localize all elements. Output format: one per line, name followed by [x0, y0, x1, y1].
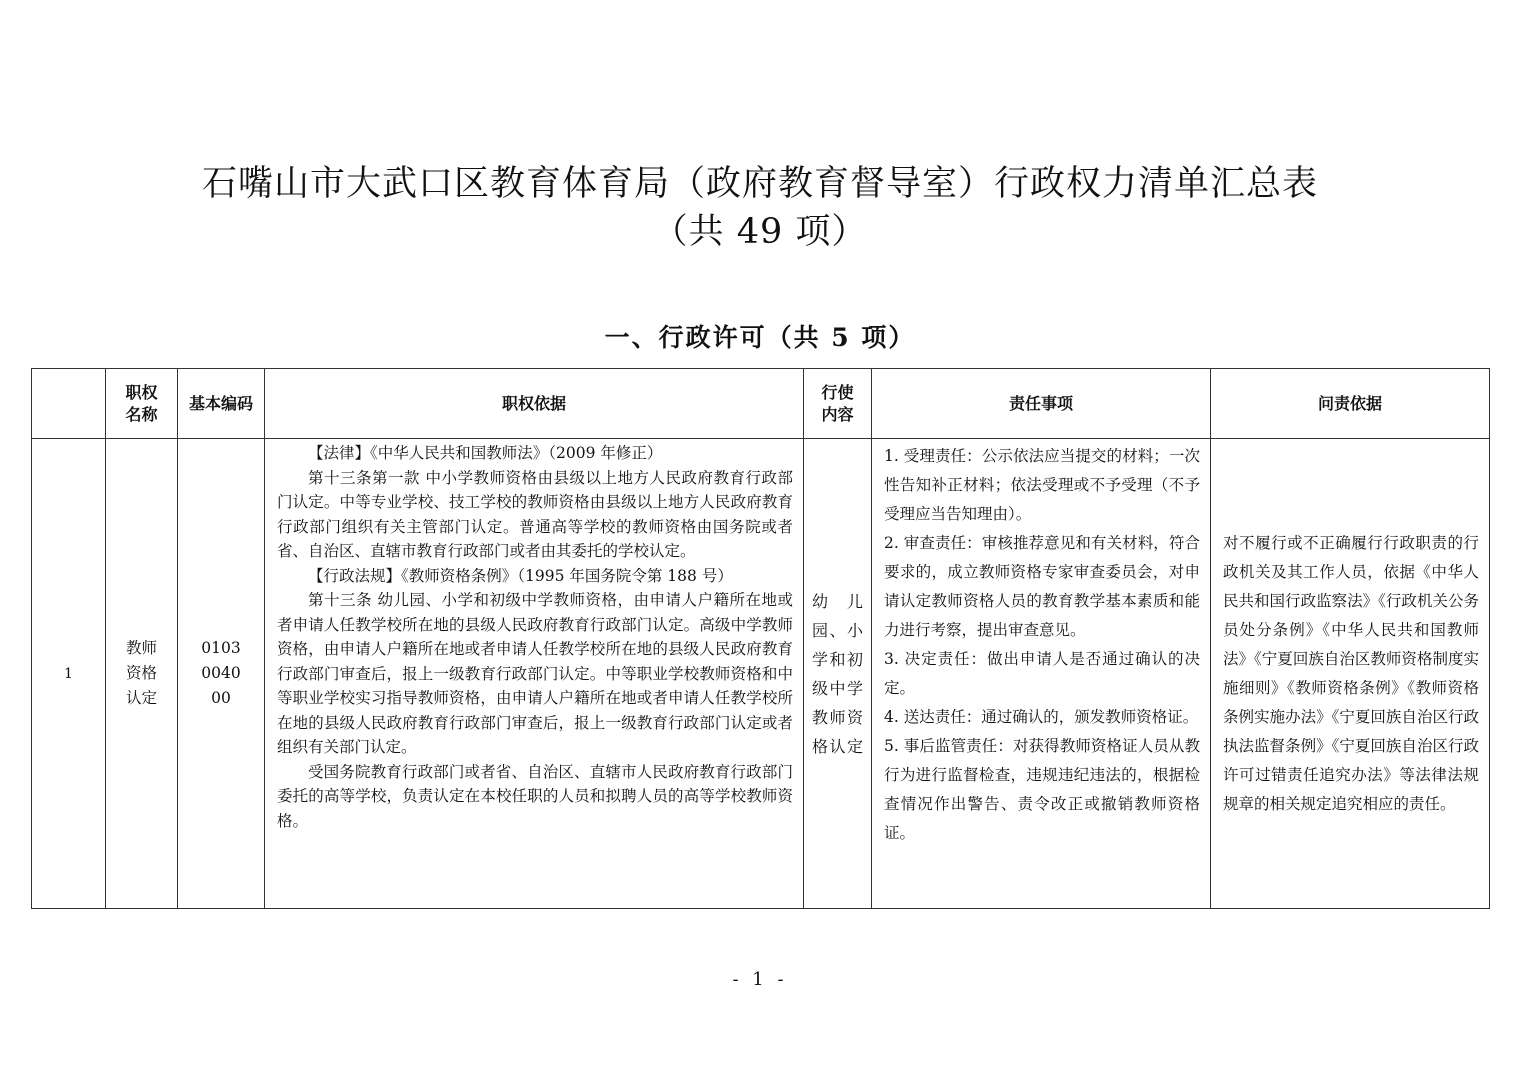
table-header-row — [32, 369, 1490, 439]
responsibility-item: 3. 决定责任：做出申请人是否通过确认的决定。 — [884, 650, 1200, 697]
header-name: 职权名称 — [106, 369, 178, 439]
responsibility-item: 4. 送达责任：通过确认的，颁发教师资格证。 — [884, 708, 1199, 726]
exercise-content: 幼儿园、小学和初级中学教师资格认定 — [804, 439, 872, 909]
responsibility-items — [872, 439, 1211, 909]
document-title: 石嘴山市大武口区教育体育局（政府教育督导室）行政权力清单汇总表 — [201, 164, 1318, 204]
power-basis — [265, 439, 804, 909]
section-title: 一、行政许可（共 5 项） — [604, 323, 916, 352]
header-code: 基本编码 — [178, 369, 265, 439]
basis-paragraph: 【法律】《中华人民共和国教师法》（2009 年修正） — [308, 444, 663, 462]
responsibility-item: 5. 事后监管责任：对获得教师资格证人员从教行为进行监督检查，违规违纪违法的，根据检查情况作出警告、责令改正或撤销教师资格证。 — [884, 737, 1200, 842]
basis-paragraph: 受国务院教育行政部门或者省、自治区、直辖市人民政府教育行政部门委托的高等学校，负责认定在本校任职的人员和拟聘人员的高等学校教师资格。 — [277, 762, 793, 830]
header-content: 行使内容 — [804, 369, 872, 439]
row-index: 1 — [32, 439, 106, 909]
power-name: 教师资格认定 — [106, 439, 178, 909]
document-item-count: （共 49 项） — [652, 212, 868, 252]
responsibility-item: 2. 审查责任：审核推荐意见和有关材料，符合要求的，成立教师资格专家审查委员会，对申请认定教师资格人员的教育教学基本素质和能力进行考察，提出审查意见。 — [884, 534, 1200, 639]
header-accountability: 问责依据 — [1211, 369, 1490, 439]
table-row — [32, 439, 1490, 909]
power-list-table — [31, 368, 1490, 909]
basis-paragraph: 第十三条 幼儿园、小学和初级中学教师资格，由申请人户籍所在地或者申请人任教学校所在地的县级人民政府教育行政部门认定。高级中学教师资格，由申请人户籍所在地或者申请人任教学校所在地的县级人民政府教育行政部门审查后，报上一级教育行政部门认定。中等职业学校教师资格和中等职业学校实习指导教师资格，由申请人户籍所在地或者申请人任教学校所在地的县级人民政府教育行政部门审查后，报上一级教育行政部门认定或者组织有关部门认定。 — [277, 591, 793, 756]
header-basis: 职权依据 — [265, 369, 804, 439]
header-index — [32, 369, 106, 439]
responsibility-item: 1. 受理责任：公示依法应当提交的材料；一次性告知补正材料；依法受理或不予受理（不予受理应当告知理由）。 — [884, 447, 1200, 523]
page-number: - 1 - — [732, 969, 788, 990]
header-responsibility: 责任事项 — [872, 369, 1211, 439]
accountability-basis: 对不履行或不正确履行行政职责的行政机关及其工作人员，依据《中华人民共和国行政监察法》《行政机关公务员处分条例》《中华人民共和国教师法》《宁夏回族自治区教师资格制度实施细则》《教师资格条例》《教师资格条例实施办法》《宁夏回族自治区行政执法监督条例》《宁夏回族自治区行政许可过错责任追究办法》等法律法规规章的相关规定追究相应的责任。 — [1211, 439, 1490, 909]
basis-paragraph: 【行政法规】《教师资格条例》（1995 年国务院令第 188 号） — [308, 566, 733, 585]
basis-paragraph: 第十三条第一款 中小学教师资格由县级以上地方人民政府教育行政部门认定。中等专业学校、技工学校的教师资格由县级以上地方人民政府教育行政部门组织有关主管部门认定。普通高等学校的教师资格由国务院或者省、自治区、直辖市教育行政部门或者由其委托的学校认定。 — [277, 468, 793, 560]
base-code: 0103004000 — [178, 439, 265, 909]
